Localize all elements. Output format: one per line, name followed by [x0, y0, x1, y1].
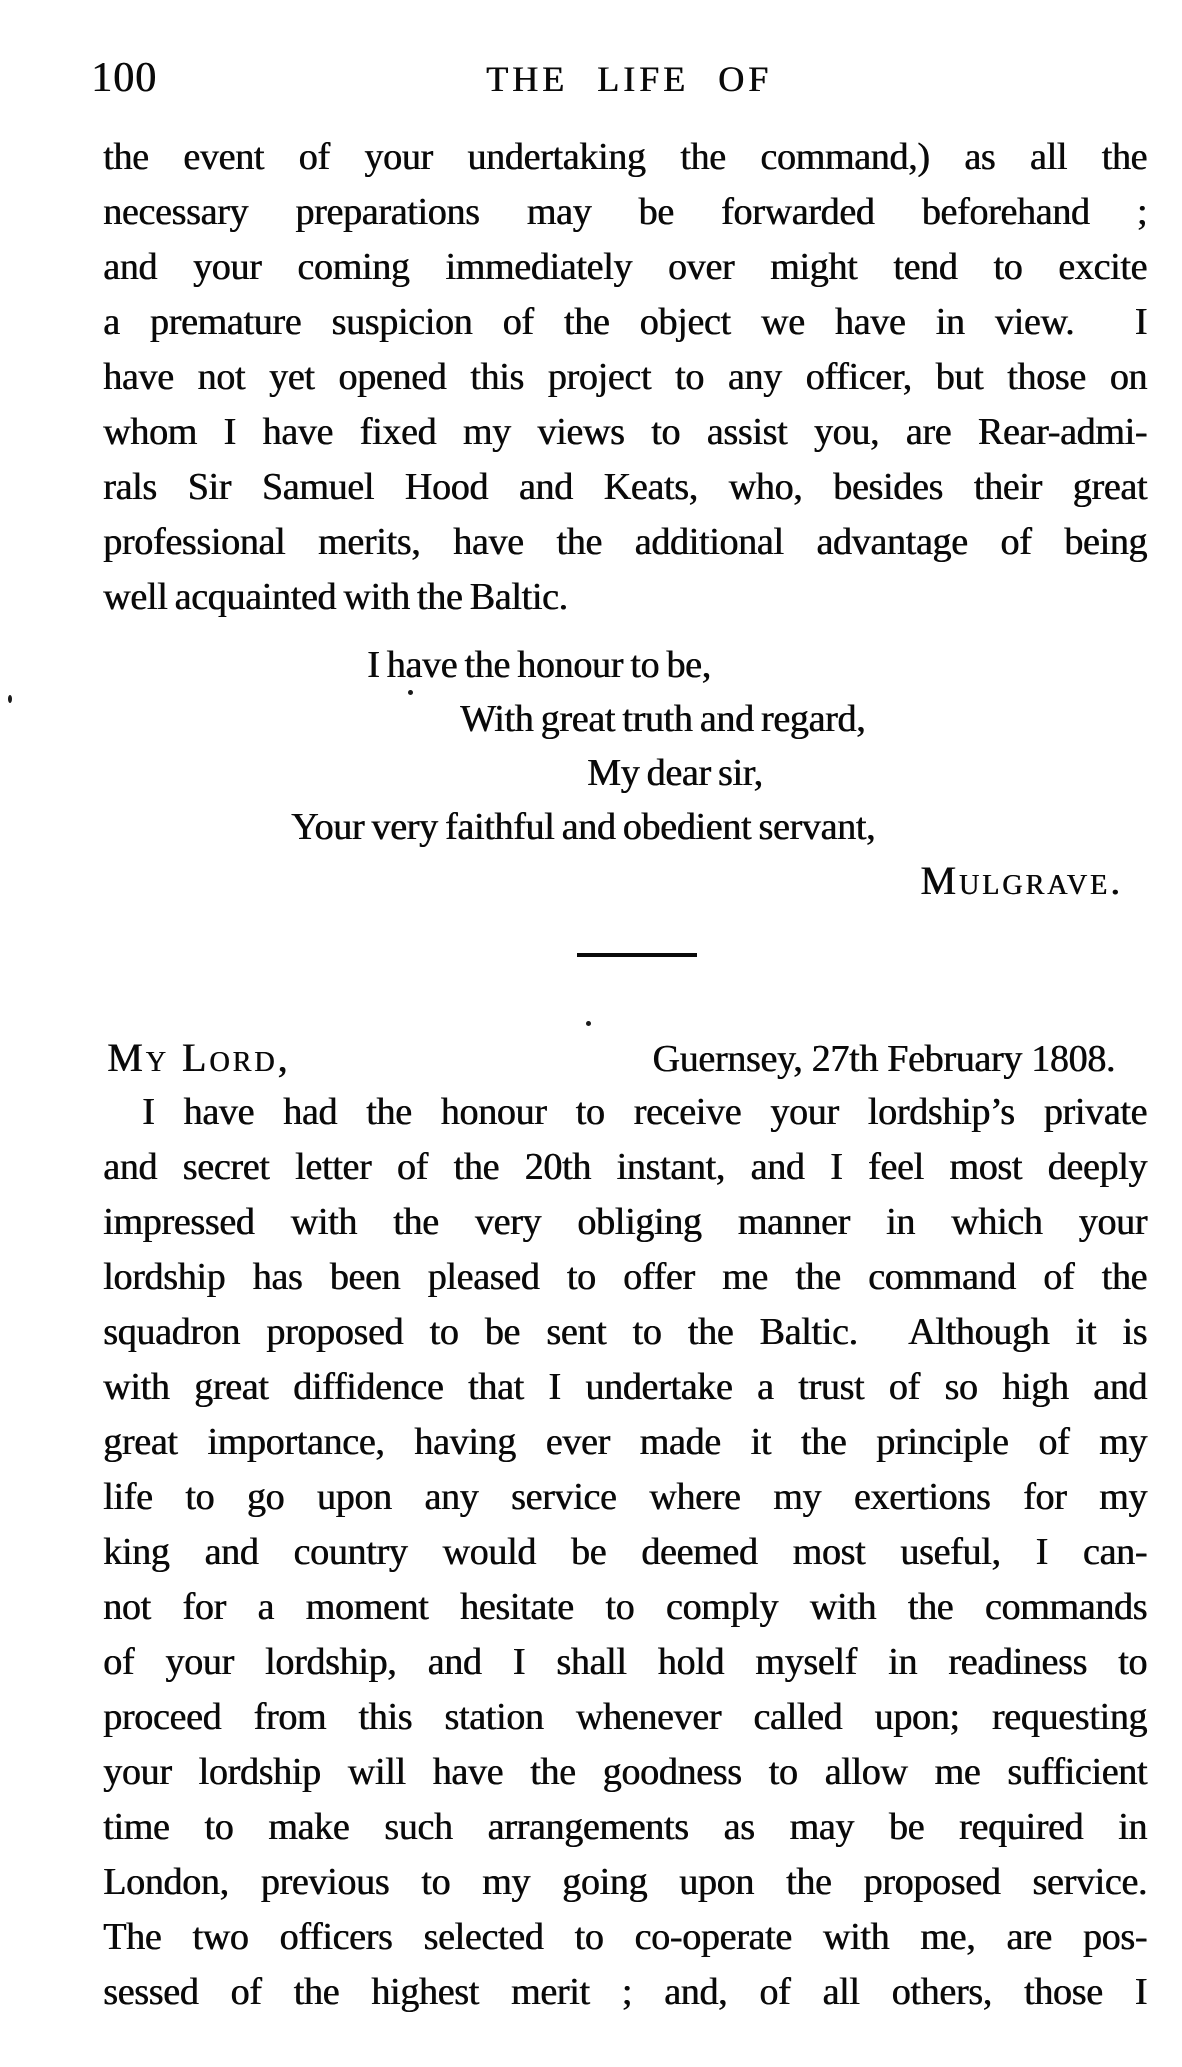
text-line: The two officers selected to co-operate with me, are pos- — [103, 1916, 1147, 1958]
text-line: Your very faithful and obedient servant, — [291, 806, 876, 848]
text-line: With great truth and regard, — [460, 698, 866, 740]
page-number: 100 — [91, 55, 157, 101]
letter1-closing-lines — [103, 638, 1147, 854]
text-line: and your coming immediately over might tend to excite — [103, 246, 1147, 288]
text-line: I have had the honour to receive your lordship’s private — [142, 1091, 1147, 1133]
text-line: have not yet opened this project to any officer, but those on — [103, 356, 1147, 398]
text-line: squadron proposed to be sent to the Baltic. Although it is — [103, 1311, 1147, 1353]
scan-speck — [586, 1021, 591, 1026]
page-header — [91, 52, 1147, 101]
text-line: sessed of the highest merit ; and, of all others, those I — [103, 1971, 1147, 2013]
scan-speck — [408, 690, 413, 695]
text-line: well acquainted with the Baltic. — [103, 576, 568, 618]
text-line: life to go upon any service where my exertions for my — [103, 1476, 1147, 1518]
text-line: necessary preparations may be forwarded beforehand ; — [103, 191, 1147, 233]
running-title: THE LIFE OF — [486, 59, 772, 99]
text-line: proceed from this station whenever called upon; requesting — [103, 1696, 1147, 1738]
letter2-dateline: Guernsey, 27th February 1808. — [652, 1038, 1115, 1080]
text-line: professional merits, have the additional advantage of being — [103, 521, 1147, 563]
text-line: I have the honour to be, — [367, 644, 711, 686]
letter1-signature-line — [103, 853, 1147, 908]
text-line: your lordship will have the goodness to allow me sufficient — [103, 1751, 1147, 1793]
text-line: impressed with the very obliging manner in which your — [103, 1201, 1147, 1243]
text-line: a premature suspicion of the object we have in view. I — [103, 301, 1147, 343]
letter2-body-paragraph — [103, 1085, 1147, 2020]
text-line: and secret letter of the 20th instant, and I feel most deeply — [103, 1146, 1147, 1188]
text-line: My dear sir, — [587, 752, 763, 794]
letter2-salutation: My Lord, — [107, 1035, 291, 1080]
signature-name: Mulgrave. — [920, 858, 1123, 903]
letter2-heading-row — [103, 1030, 1147, 1085]
section-divider-rule — [577, 953, 697, 957]
text-line: king and country would be deemed most useful, I can- — [103, 1531, 1147, 1573]
text-line: whom I have fixed my views to assist you, are Rear-admi- — [103, 411, 1147, 453]
text-line: great importance, having ever made it the principle of my — [103, 1421, 1147, 1463]
text-line: of your lordship, and I shall hold myself in readiness to — [103, 1641, 1147, 1683]
text-line: rals Sir Samuel Hood and Keats, who, besides their great — [103, 466, 1147, 508]
letter1-body-paragraph — [103, 130, 1147, 625]
text-line: time to make such arrangements as may be required in — [103, 1806, 1147, 1848]
text-line: lordship has been pleased to offer me the command of the — [103, 1256, 1147, 1298]
text-line: not for a moment hesitate to comply with the commands — [103, 1586, 1147, 1628]
text-line: with great diffidence that I undertake a trust of so high and — [103, 1366, 1147, 1408]
scan-speck — [8, 695, 12, 703]
text-line: the event of your undertaking the command,) as all the — [103, 136, 1147, 178]
text-line: London, previous to my going upon the proposed service. — [103, 1861, 1147, 1903]
